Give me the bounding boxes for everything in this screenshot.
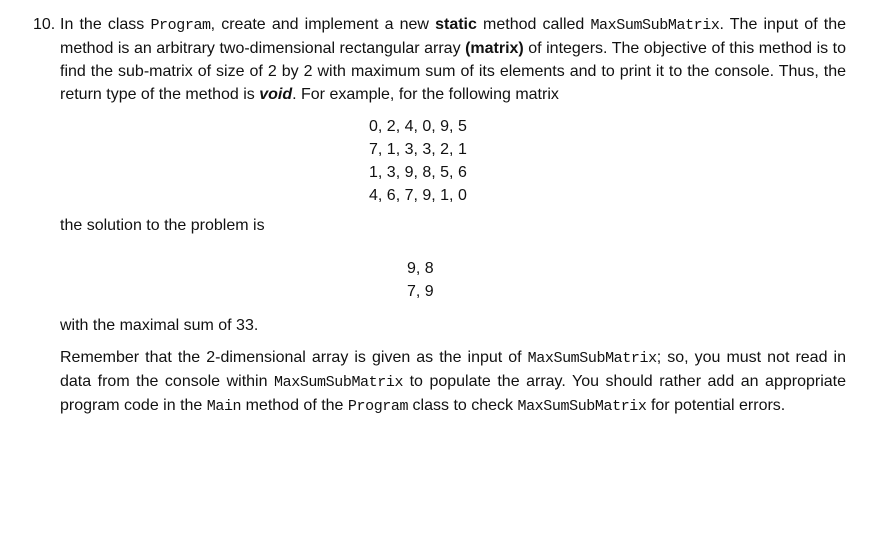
example-matrix-row: 1, 3, 9, 8, 5, 6 [369,164,467,181]
void-keyword: void [259,86,293,103]
remember-text-4: method of the [241,397,348,414]
code-method-name: MaxSumSubMatrix [527,350,657,367]
example-matrix [369,115,509,207]
remember-text-2: ; so, you must not read in data from the console within [60,349,846,390]
static-keyword: static [435,16,477,33]
remember-text-3: to populate the array. You should rather add an appropriate program code in the [60,373,847,414]
code-method-name: MaxSumSubMatrix [590,17,720,34]
intro-text-1: In the class [60,16,151,33]
max-sum-text: with the maximal sum of 33. [60,317,259,334]
intro-text-5: of integers. The objective of this method is to find the sub-matrix of size of 2 by 2 with maximum sum of its elements and to print it to the console. Thus, the return type of the method is [60,40,847,103]
solution-label: the solution to the problem is [60,217,265,234]
code-program-class: Program [347,398,409,415]
code-method-name: MaxSumSubMatrix [274,374,404,391]
intro-text-6: . For example, for the following matrix [292,86,559,103]
solution-matrix-row: 7, 9 [407,283,434,300]
intro-text-4: . The input of the method is an arbitrary two-dimensional rectangular array [60,16,847,57]
remember-text-6: for potential errors. [646,397,786,414]
intro-text-3: method called [476,16,591,33]
solution-matrix [407,257,547,303]
remember-text-1: Remember that the 2-dimensional array is given as the input of [60,349,528,366]
remember-text-5: class to check [408,397,518,414]
code-program-class: Program [150,17,211,34]
solution-matrix-row: 9, 8 [407,260,434,277]
example-matrix-row: 4, 6, 7, 9, 1, 0 [369,187,467,204]
example-matrix-row: 0, 2, 4, 0, 9, 5 [369,118,467,135]
remember-paragraph [60,346,846,418]
question-number: 10. [33,16,56,33]
code-method-name: MaxSumSubMatrix [517,398,647,415]
matrix-term: (matrix) [465,40,524,57]
code-main-method: Main [206,398,242,415]
example-matrix-row: 7, 1, 3, 3, 2, 1 [369,141,467,158]
question-intro-paragraph [60,13,846,106]
intro-text-2: , create and implement a new [210,16,436,33]
